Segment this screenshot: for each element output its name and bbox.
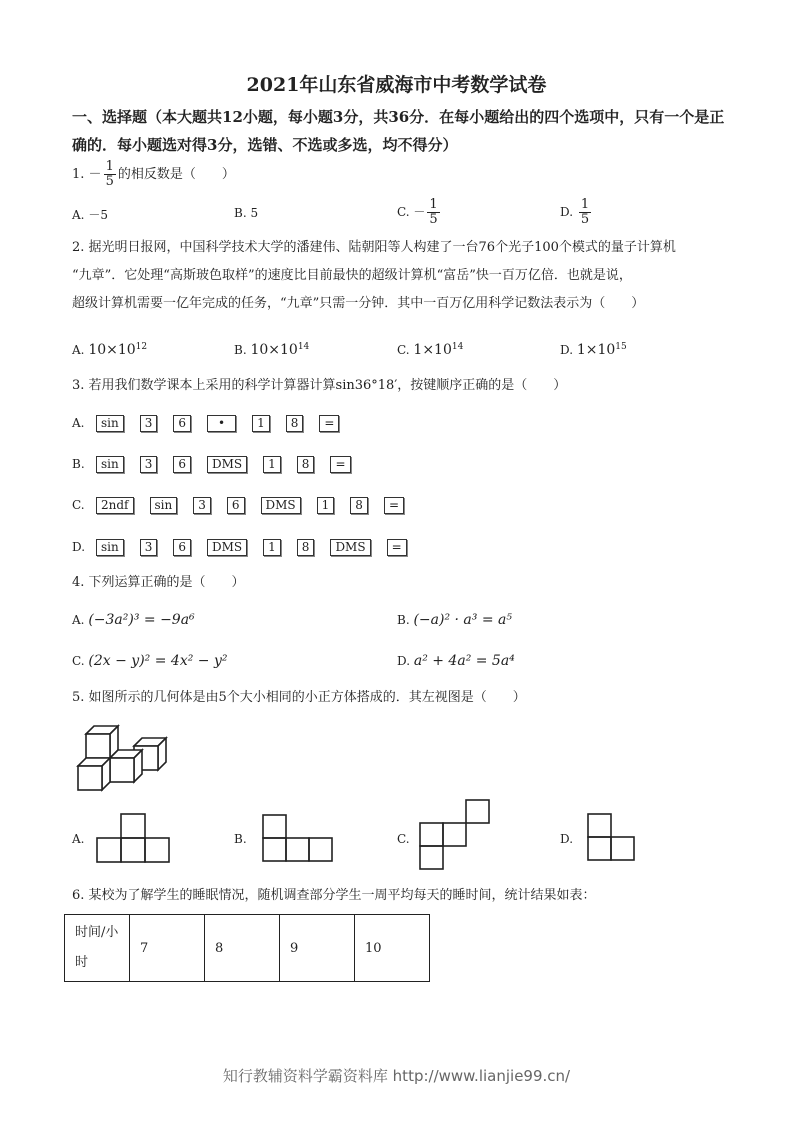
q3-option-b: B. sin 3 6 DMS 1 8 = — [72, 453, 367, 475]
table-cell: 7 — [130, 915, 205, 982]
footer-watermark: 知行教辅资料学霸资料库 http://www.lianjie99.cn/ — [222, 1067, 571, 1085]
table-header-cell: 时间/小 时 — [65, 915, 130, 982]
fraction: $\frac{1}{5}$ — [105, 159, 114, 189]
key-6: 6 — [173, 539, 191, 556]
question-6: 6. 某校为了解学生的睡眠情况，随机调查部分学生一周平均每天的睡时间，统计结果如表： — [72, 888, 596, 903]
q5-option-b-label: B. — [234, 832, 247, 846]
key-sin: sin — [96, 539, 124, 556]
q1-option-b: B. 5 — [234, 206, 259, 220]
q4-option-b: B. (−a)² · a³ = a⁵ — [397, 612, 512, 628]
q4-option-a: A. (−3a²)³ = −9a⁶ — [72, 612, 195, 628]
key-3: 3 — [140, 456, 158, 473]
page-title: 2021年山东省威海市中考数学试卷 — [246, 74, 547, 96]
q4-option-d: D. a² + 4a² = 5a⁴ — [397, 653, 515, 669]
question-4: 4. 下列运算正确的是（ ） — [72, 575, 245, 590]
q5-option-b-figure — [262, 814, 336, 864]
key-8: 8 — [350, 497, 368, 514]
section-header: 一、选择题（本大题共12小题，每小题3分，共36分．在每小题给出的四个选项中，只有一个是正确的．每小题选对得3分，选错、不选或多选，均不得分） — [72, 108, 725, 154]
key-dms: DMS — [330, 539, 370, 556]
minus-sign: － — [88, 167, 102, 182]
key-2ndf: 2ndf — [96, 497, 134, 514]
q2-option-d: D. $1\times 10^{15}$ — [560, 342, 627, 358]
q2-line-2: “九章”．它处理“高斯玻色取样”的速度比目前最快的超级计算机“富岳”快一百万亿倍．也就是说， — [72, 268, 632, 283]
q1-option-d: D. $\frac{1}{5}$ — [560, 197, 590, 227]
key-sin: sin — [150, 497, 178, 514]
key-sin: sin — [96, 456, 124, 473]
key-dms: DMS — [261, 497, 301, 514]
q3-option-a: A. sin 3 6 • 1 8 = — [72, 412, 355, 434]
key-3: 3 — [140, 415, 158, 432]
question-5: 5. 如图所示的几何体是由5个大小相同的小正方体搭成的．其左视图是（ ） — [72, 690, 526, 705]
table-row — [65, 915, 430, 982]
key-equals: = — [319, 415, 339, 432]
key-8: 8 — [297, 456, 315, 473]
q2-option-b: B. $10\times 10^{14}$ — [234, 342, 310, 358]
q3-option-d: D. sin 3 6 DMS 1 8 DMS = — [72, 536, 423, 558]
question-text: 的相反数是（ ） — [117, 167, 235, 182]
key-dms: DMS — [207, 539, 247, 556]
q5-option-c-label: C. — [397, 832, 410, 846]
q5-option-c-figure — [418, 799, 492, 871]
question-1 — [72, 160, 235, 189]
q1-option-c: C. － $\frac{1}{5}$ — [397, 197, 438, 227]
q5-option-a-label: A. — [72, 832, 85, 846]
key-8: 8 — [286, 415, 304, 432]
q2-line-3: 超级计算机需要一亿年完成的任务，“九章”只需一分钟．其中一百万亿用科学记数法表示为（ ） — [72, 296, 645, 311]
q1-option-a: A. －5 — [72, 208, 108, 222]
key-3: 3 — [140, 539, 158, 556]
q2-line-1: 2. 据光明日报网，中国科学技术大学的潘建伟、陆朝阳等人构建了一台76个光子100个模式的量子计算机 — [72, 240, 676, 255]
q5-option-d-label: D. — [560, 832, 574, 846]
key-1: 1 — [263, 539, 281, 556]
cube-figure — [72, 722, 182, 792]
q5-option-a-figure — [96, 812, 176, 864]
question-2 — [72, 234, 732, 318]
q5-option-d-figure — [587, 813, 637, 863]
table-cell: 9 — [280, 915, 355, 982]
key-8: 8 — [297, 539, 315, 556]
key-6: 6 — [173, 415, 191, 432]
key-1: 1 — [317, 497, 335, 514]
q4-option-c: C. (2x − y)² = 4x² − y² — [72, 653, 228, 669]
key-equals: = — [387, 539, 407, 556]
key-3: 3 — [193, 497, 211, 514]
key-1: 1 — [252, 415, 270, 432]
q3-option-c: C. 2ndf sin 3 6 DMS 1 8 = — [72, 494, 420, 516]
q2-option-a: A. $10\times 10^{12}$ — [72, 342, 148, 358]
key-6: 6 — [173, 456, 191, 473]
key-6: 6 — [227, 497, 245, 514]
key-sin: sin — [96, 415, 124, 432]
question-number: 1. — [72, 167, 85, 182]
key-equals: = — [330, 456, 350, 473]
question-3: 3. 若用我们数学课本上采用的科学计算器计算sin36°18′，按键顺序正确的是（ ） — [72, 378, 567, 393]
key-dot: • — [207, 415, 236, 432]
key-1: 1 — [263, 456, 281, 473]
key-dms: DMS — [207, 456, 247, 473]
key-equals: = — [384, 497, 404, 514]
q2-option-c: C. $1\times 10^{14}$ — [397, 342, 464, 358]
table-cell: 8 — [205, 915, 280, 982]
table-cell: 10 — [355, 915, 430, 982]
sleep-time-table — [64, 914, 430, 982]
